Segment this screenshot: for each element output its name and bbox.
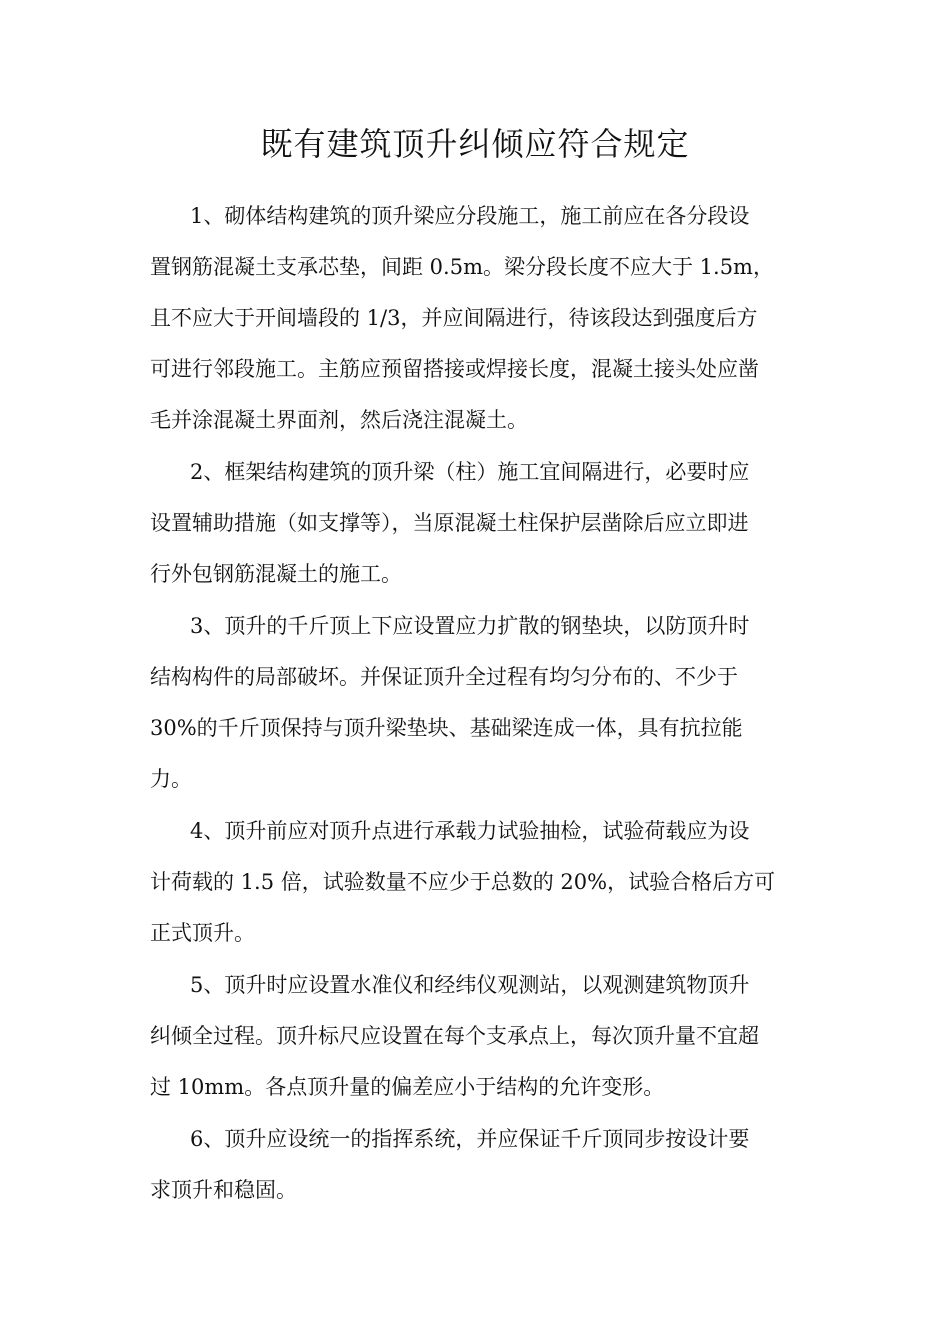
paragraph-4-line-2: 计荷载的 1.5 倍，试验数量不应少于总数的 20%，试验合格后方可 [150, 870, 776, 894]
paragraph-6-line-1: 6、顶升应设统一的指挥系统，并应保证千斤顶同步按设计要 [190, 1127, 750, 1151]
paragraph-4-line-1: 4、顶升前应对顶升点进行承载力试验抽检，试验荷载应为设 [190, 819, 750, 843]
paragraph-2-line-3: 行外包钢筋混凝土的施工。 [150, 562, 402, 586]
paragraph-5-line-2: 纠倾全过程。顶升标尺应设置在每个支承点上，每次顶升量不宜超 [150, 1024, 759, 1048]
paragraph-3-line-4: 力。 [150, 767, 192, 791]
paragraph-1-line-2: 置钢筋混凝土支承芯垫，间距 0.5m。梁分段长度不应大于 1.5m， [150, 255, 774, 279]
paragraph-6-line-2: 求顶升和稳固。 [150, 1178, 297, 1202]
paragraph-5-line-1: 5、顶升时应设置水准仪和经纬仪观测站，以观测建筑物顶升 [190, 973, 750, 997]
paragraph-5-line-3: 过 10mm。各点顶升量的偏差应小于结构的允许变形。 [150, 1075, 665, 1099]
paragraph-1-line-5: 毛并涂混凝土界面剂，然后浇注混凝土。 [150, 408, 528, 432]
paragraph-1-line-3: 且不应大于开间墙段的 1/3，并应间隔进行，待该段达到强度后方 [150, 306, 758, 330]
paragraph-3-line-2: 结构构件的局部破坏。并保证顶升全过程有均匀分布的、不少于 [150, 665, 738, 689]
paragraph-4-line-3: 正式顶升。 [150, 921, 255, 945]
paragraph-3-line-1: 3、顶升的千斤顶上下应设置应力扩散的钢垫块，以防顶升时 [190, 614, 750, 638]
paragraph-3-line-3: 30%的千斤顶保持与顶升梁垫块、基础梁连成一体，具有抗拉能 [150, 716, 743, 740]
paragraph-1-line-1: 1、砌体结构建筑的顶升梁应分段施工，施工前应在各分段设 [190, 204, 750, 228]
paragraph-2-line-2: 设置辅助措施（如支撑等），当原混凝土柱保护层凿除后应立即进 [150, 511, 749, 535]
document-title: 既有建筑顶升纠倾应符合规定 [260, 125, 690, 163]
paragraph-2-line-1: 2、框架结构建筑的顶升梁（柱）施工宜间隔进行，必要时应 [190, 460, 750, 484]
paragraph-1-line-4: 可进行邻段施工。主筋应预留搭接或焊接长度，混凝土接头处应凿 [150, 357, 759, 381]
